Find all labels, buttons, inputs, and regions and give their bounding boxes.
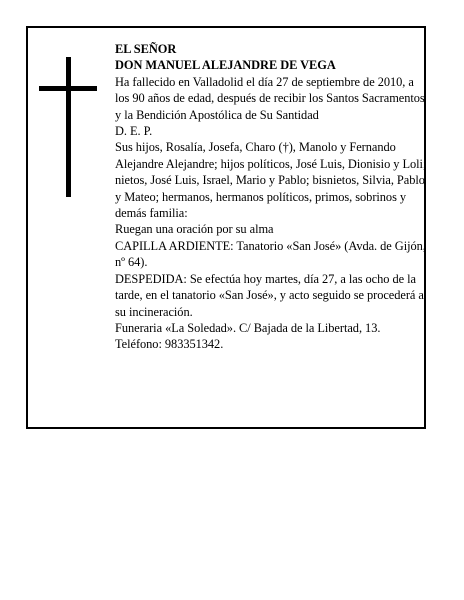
cross-vertical-bar	[66, 57, 71, 197]
chapel-info: CAPILLA ARDIENTE: Tanatorio «San José» (Avda. de Gijón, nº 64).	[115, 238, 426, 270]
rip-text: D. E. P.	[115, 124, 153, 139]
notice-text	[115, 41, 427, 353]
notice-title: EL SEÑOR	[115, 42, 177, 56]
farewell-info: DESPEDIDA: Se efectúa hoy martes, día 27, a las ocho de la tarde, en el tanatorio «San José», y acto seguido se procederá a su incineración.	[115, 271, 424, 319]
deceased-name: DON MANUEL ALEJANDRE DE VEGA	[115, 58, 336, 73]
cross-horizontal-bar	[39, 86, 97, 91]
obituary-notice	[26, 26, 426, 429]
family-members: Sus hijos, Rosalía, Josefa, Charo (†), Manolo y Fernando Alejandre Alejandre; hijos políticos, José Luis, Dionisio y Loli; nietos, José Luis, Israel, Mario y Pablo; bisnietos, Silvia, Pablo y Mateo; hermanos, hermanos políticos, primos, sobrinos y demás familia:	[115, 140, 427, 221]
death-announcement: Ha fallecido en Valladolid el día 27 de septiembre de 2010, a los 90 años de edad, después de recibir los Santos Sacramentos y la Bendición Apostólica de Su Santidad	[115, 74, 425, 122]
prayer-request: Ruegan una oración por su alma	[115, 222, 274, 237]
funeral-home-info: Funeraria «La Soledad». C/ Bajada de la Libertad, 13. Teléfono: 983351342.	[115, 320, 381, 352]
